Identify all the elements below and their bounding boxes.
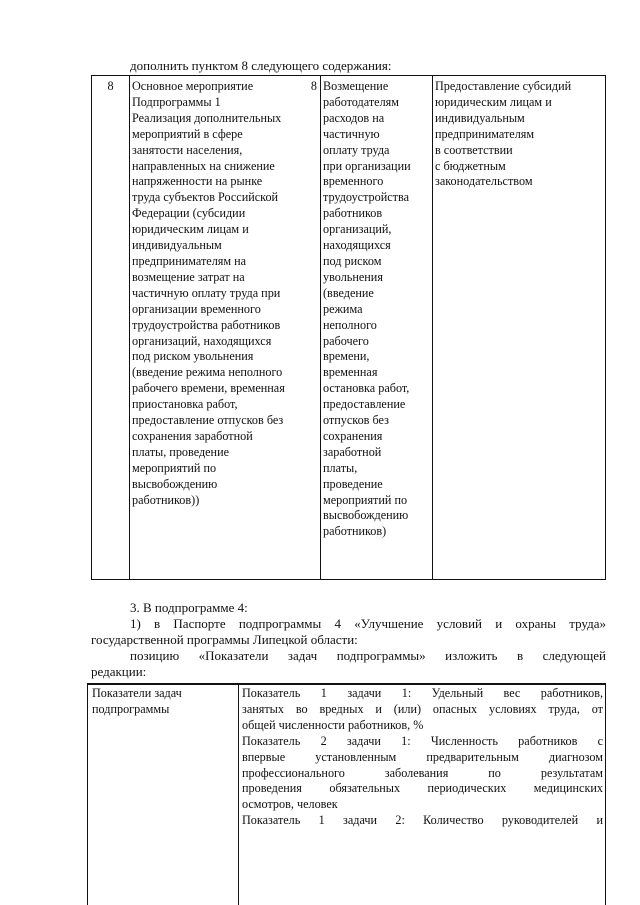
intro-line: дополнить пунктом 8 следующего содержания: (130, 58, 392, 73)
measure-content-line: под риском (323, 253, 382, 268)
measure-content-line: времени, (323, 349, 370, 364)
measure-mechanism-line: Предоставление субсидий (435, 79, 572, 93)
paragraph1-line1: 1) в Паспорте подпрограммы 4 «Улучшение условий и охраны труда» (130, 616, 606, 631)
indicators-label-cell (92, 686, 236, 718)
table-divider (238, 684, 239, 905)
measure-content-line: платы, (323, 460, 358, 475)
measure-name-line: (введение режима неполного (132, 365, 283, 380)
measure-name-line: индивидуальным (132, 238, 222, 253)
measure-name-line: юридическим лицам и (132, 222, 249, 237)
measure-name-line: напряженности на рынке (132, 174, 263, 189)
measure-name-line: возмещение затрат на (132, 269, 245, 284)
measure-content-line: организаций, (323, 222, 392, 237)
measure-content-line: находящихся (323, 238, 391, 253)
indicator-line: осмотров, человек (242, 797, 338, 812)
measure-content-line: трудоустройства (323, 190, 409, 205)
paragraph1-line2: государственной программы Липецкой области: (91, 632, 358, 647)
paragraph2-line2: редакции: (91, 664, 147, 679)
measure-number-text: 8 (310, 79, 317, 93)
indicators-table (87, 683, 606, 905)
measure-content-line: высвобождению (323, 508, 409, 523)
measure-name-line: высвобождению (132, 476, 218, 491)
table-divider (320, 76, 321, 579)
measure-name-line: организаций, находящихся (132, 333, 272, 348)
measure-content-line: увольнения (323, 269, 383, 284)
measure-content-line: остановка работ, (323, 381, 410, 396)
measure-content-line: работников (323, 206, 383, 221)
measure-name-line: работников)) (132, 492, 200, 507)
measure-name-line: мероприятий в сфере (132, 126, 243, 141)
measure-content-line: (введение (323, 285, 374, 300)
measure-name-line: мероприятий по (132, 460, 217, 475)
measure-content-line: мероприятий по (323, 492, 408, 507)
measure-content-line: при организации (323, 158, 411, 173)
measure-name-cell (132, 79, 317, 508)
measures-table (91, 75, 606, 580)
measure-name-line: предоставление отпусков без (132, 413, 284, 428)
measure-content-line: режима (323, 301, 363, 316)
measure-content-line: оплату труда (323, 142, 390, 157)
measure-name-line: сохранения заработной (132, 428, 253, 443)
indicators-value-cell (242, 686, 603, 829)
measure-content-line: сохранения (323, 428, 383, 443)
measure-content-line: частичную (323, 126, 380, 141)
measure-mechanism-line: юридическим лицам и (435, 94, 552, 109)
measure-title-text: Основное мероприятие (132, 79, 254, 93)
measure-content-line: расходов на (323, 110, 385, 125)
measure-mechanism-line: с бюджетным (435, 158, 506, 173)
measure-mechanism-line: законодательством (435, 174, 533, 189)
measure-content-line: проведение (323, 476, 383, 491)
indicator-line: Показатель 2 задачи 1: Численность работников с (242, 733, 603, 748)
measure-name-line: рабочего времени, временная (132, 381, 285, 396)
measure-content-cell (323, 79, 433, 540)
indicator-line: Показатель 1 задачи 2: Количество руководителей и (242, 813, 603, 828)
measure-name-line: под риском увольнения (132, 349, 254, 364)
measure-content-line: временного (323, 174, 384, 189)
indicators-label-line: Показатели задач (92, 686, 182, 700)
measure-content-line: работодателям (323, 94, 399, 109)
row-number-cell: 8 (107, 79, 114, 93)
indicator-line: общей численности работников, % (242, 717, 424, 732)
measure-content-line: работников) (323, 524, 387, 539)
measure-name-line: Реализация дополнительных (132, 110, 282, 125)
measure-name-line: направленных на снижение (132, 158, 275, 173)
measure-mechanism-line: индивидуальным (435, 110, 525, 125)
measure-content-line: предоставление (323, 397, 406, 412)
measure-name-line: организации временного (132, 301, 261, 316)
table-divider (129, 76, 130, 579)
measure-content-line: Возмещение (323, 79, 389, 93)
measure-name-line: занятости населения, (132, 142, 243, 157)
measure-name-line: Федерации (субсидии (132, 206, 246, 221)
indicators-label-line: подпрограммы (92, 701, 170, 716)
measure-content-line: отпусков без (323, 413, 389, 428)
measure-mechanism-cell (435, 79, 605, 190)
section3-heading: 3. В подпрограмме 4: (130, 600, 248, 615)
measure-name-line: приостановка работ, (132, 397, 238, 412)
indicator-line: проведения обязательных периодических медицинских (242, 781, 603, 796)
measure-title-line (132, 79, 317, 95)
measure-content-line: неполного (323, 317, 377, 332)
paragraph2-line1: позицию «Показатели задач подпрограммы» изложить в следующей (130, 648, 606, 663)
indicator-line: впервые установленным предварительным диагнозом (242, 749, 603, 764)
measure-content-line: заработной (323, 444, 382, 459)
measure-mechanism-line: предпринимателям (435, 126, 535, 141)
indicator-line: Показатель 1 задачи 1: Удельный вес работников, (242, 686, 603, 700)
measure-name-line: платы, проведение (132, 444, 230, 459)
measure-content-line: временная (323, 365, 378, 380)
measure-mechanism-line: в соответствии (435, 142, 513, 157)
measure-name-line: труда субъектов Российской (132, 190, 279, 205)
indicator-line: занятых во вредных и (или) опасных условиях труда, от (242, 701, 603, 716)
measure-name-line: частичную оплату труда при (132, 285, 281, 300)
indicator-line: профессионального заболевания по результатам (242, 765, 603, 780)
measure-name-line: трудоустройства работников (132, 317, 281, 332)
measure-name-line: Подпрограммы 1 (132, 94, 221, 109)
measure-name-line: предпринимателям на (132, 253, 247, 268)
measure-content-line: рабочего (323, 333, 369, 348)
